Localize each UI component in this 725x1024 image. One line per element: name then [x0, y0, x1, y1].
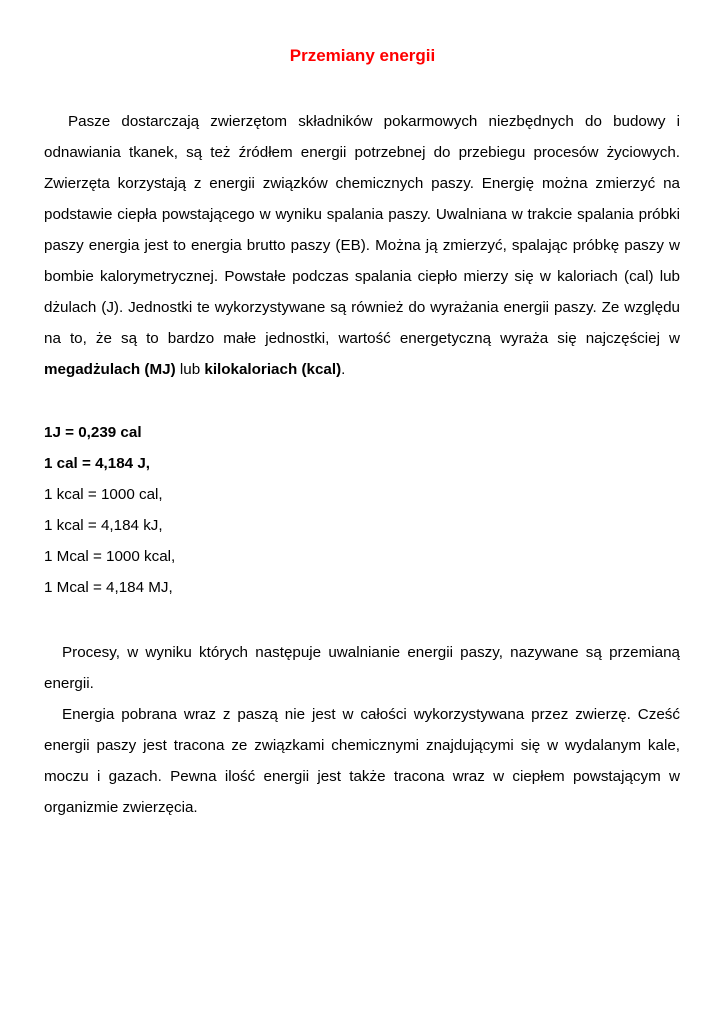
- unit-conversion-item: 1 cal = 4,184 J,: [44, 455, 150, 472]
- intro-text: Pasze dostarczają zwierzętom składników pokarmowych niezbędnych do budowy i odnawiania tkanek, są też źródłem energii potrzebnej do przebiegu procesów życiowych. Zwierzęta korzystają z energii związków chemicznych paszy. Energię można zmierzyć na podstawie ciepła powstającego w wyniku spalania paszy. Uwalniana w trakcie spalania próbki paszy energia jest to energia brutto paszy (EB). Można ją zmierzyć, spalając próbkę paszy w bombie kalorymetrycznej. Powstałe podczas spalania ciepło mierzy się w kaloriach (cal) lub dżulach (J). Jednostki te wykorzystywane są również do wyrażania energii paszy. Ze względu na to, że są to bardzo małe jednostki, wartość energetyczną wyraża się najczęściej w: [44, 113, 680, 347]
- page-title: Przemiany energii: [289, 46, 436, 65]
- intro-paragraph: [44, 106, 680, 385]
- connector-text: lub: [175, 361, 205, 378]
- unit-conversion-list: [44, 417, 175, 603]
- bold-term-kilocalories: kilokaloriach (kcal): [204, 361, 342, 378]
- unit-conversion-item: 1 Mcal = 1000 kcal,: [44, 548, 176, 565]
- sentence-end: .: [341, 361, 346, 378]
- energy-loss-paragraph: Energia pobrana wraz z paszą nie jest w całości wykorzystywana przez zwierzę. Cześć energii paszy jest tracona ze związkami chemicznymi znajdującymi się w wydalanym kale, moczu i gazach. Pewna ilość energii jest także tracona wraz w ciepłem powstającym w organizmie zwierzęcia.: [44, 706, 680, 816]
- unit-conversion-item: 1 kcal = 4,184 kJ,: [44, 517, 163, 534]
- energy-transformation-paragraph: Procesy, w wyniku których następuje uwalnianie energii paszy, nazywane są przemianą energii.: [44, 644, 680, 692]
- unit-conversion-item: 1 kcal = 1000 cal,: [44, 486, 163, 503]
- unit-conversion-item: 1J = 0,239 cal: [44, 424, 142, 441]
- unit-conversion-item: 1 Mcal = 4,184 MJ,: [44, 579, 173, 596]
- bold-term-megajoules: megadżulach (MJ): [44, 361, 176, 378]
